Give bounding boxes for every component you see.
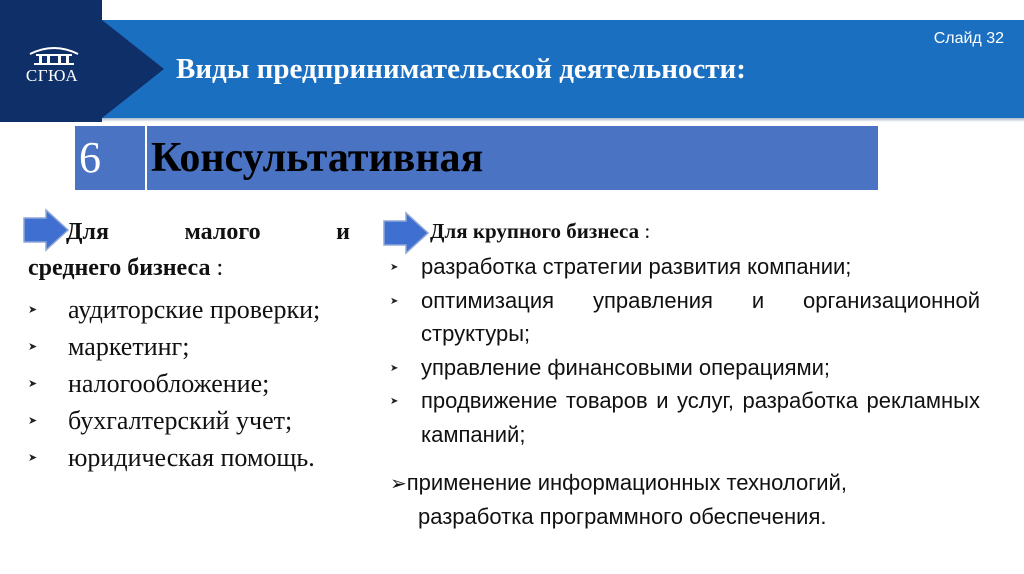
list-item-text: бухгалтерский учет; bbox=[68, 406, 293, 435]
list-item bbox=[28, 365, 358, 402]
list-item-text: маркетинг; bbox=[68, 332, 190, 361]
slide-title: Виды предпринимательской деятельности: bbox=[176, 53, 746, 85]
chevron-right-icon: ➤ bbox=[28, 303, 38, 316]
large-business-list bbox=[390, 250, 980, 451]
check-arrow-icon: ➢ bbox=[390, 471, 407, 495]
heading-word: Для bbox=[66, 219, 109, 245]
chevron-right-icon: ➤ bbox=[390, 295, 399, 307]
header-shadow bbox=[0, 118, 1024, 122]
list-item bbox=[28, 439, 358, 476]
list-item bbox=[28, 328, 358, 365]
logo-text: СГЮА bbox=[25, 66, 79, 85]
banner-title: Консультативная bbox=[151, 135, 484, 181]
list-item-text: разработка стратегии развития компании; bbox=[421, 254, 852, 279]
banner-number: 6 bbox=[79, 133, 101, 182]
building-emblem-icon bbox=[26, 44, 82, 66]
list-item-text: налогообложение; bbox=[68, 369, 270, 398]
heading-word: и bbox=[336, 219, 350, 245]
special-item-text-1: применение информационных технологий, bbox=[406, 470, 847, 495]
heading-colon: : bbox=[210, 255, 224, 281]
logo-chevron bbox=[102, 20, 164, 118]
list-item bbox=[390, 384, 980, 451]
list-item-text: аудиторские проверки; bbox=[68, 295, 321, 324]
heading-word: малого bbox=[184, 219, 261, 245]
large-business-heading bbox=[430, 216, 650, 246]
special-item-line1 bbox=[390, 466, 990, 500]
chevron-right-icon: ➤ bbox=[390, 362, 399, 374]
arrow-right-icon bbox=[382, 211, 430, 255]
heading-text: среднего бизнеса bbox=[28, 255, 211, 281]
chevron-right-icon: ➤ bbox=[28, 451, 38, 464]
special-item-text-2: разработка программного обеспечения. bbox=[418, 504, 827, 529]
small-business-heading-line2 bbox=[28, 250, 350, 286]
list-item bbox=[28, 291, 358, 328]
list-item bbox=[390, 351, 980, 385]
banner-divider bbox=[145, 126, 147, 190]
small-business-list bbox=[28, 291, 358, 476]
list-item-text: продвижение товаров и услуг, разработка рекламных кампаний; bbox=[421, 388, 980, 447]
type-banner bbox=[75, 126, 878, 190]
chevron-right-icon: ➤ bbox=[28, 414, 38, 427]
heading-colon: : bbox=[639, 219, 651, 243]
chevron-right-icon: ➤ bbox=[28, 340, 38, 353]
list-item-text: управление финансовыми операциями; bbox=[421, 354, 831, 380]
special-list-item bbox=[390, 466, 990, 533]
special-item-line2 bbox=[390, 500, 990, 533]
small-business-heading bbox=[28, 214, 350, 286]
list-item-text: оптимизация управления и организационной структуры; bbox=[421, 287, 980, 346]
list-item bbox=[390, 284, 980, 351]
chevron-right-icon: ➤ bbox=[28, 377, 38, 390]
list-item-text: юридическая помощь. bbox=[68, 443, 315, 472]
small-business-heading-line1 bbox=[28, 214, 350, 250]
slide-number: Слайд 32 bbox=[933, 30, 1004, 47]
heading-text: Для крупного бизнеса bbox=[430, 219, 640, 243]
list-item bbox=[390, 250, 980, 284]
chevron-right-icon: ➤ bbox=[390, 262, 399, 273]
list-item bbox=[28, 402, 358, 439]
chevron-right-icon: ➤ bbox=[390, 396, 399, 407]
